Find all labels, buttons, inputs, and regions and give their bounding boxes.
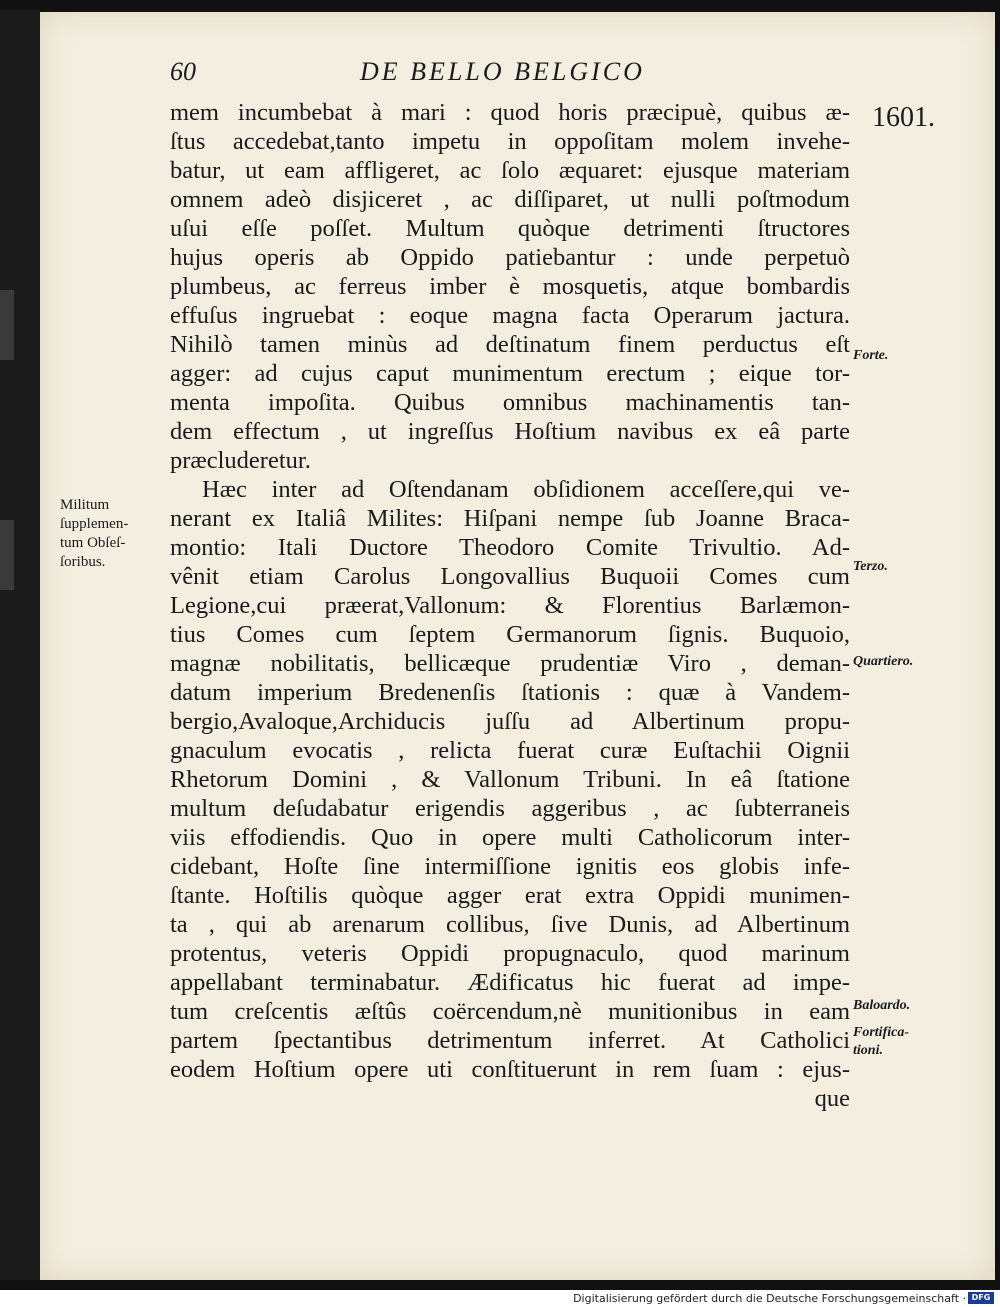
margin-note-fortificationi-1: Fortifica- (853, 1025, 909, 1040)
text-line: tum creſcentis æſtûs coërcendum,nè munitionibus in eam (170, 998, 850, 1025)
text-line: appellabant terminabatur. Ædificatus hic fuerat ad impe- (170, 969, 850, 996)
text-line: Hæc inter ad Oſtendanam obſidionem acceſſere,qui ve- (202, 476, 850, 503)
body-text (170, 98, 850, 1113)
text-line: magnæ nobilitatis, bellicæque prudentiæ Viro , deman- (170, 650, 850, 677)
text-line: vênit etiam Carolus Longovallius Buquoii Comes cum (170, 563, 850, 590)
text-line: omnem adeò disjiceret , ac diſſiparet, ut nulli poſtmodum (170, 186, 850, 213)
book-edge-strip (0, 290, 14, 360)
text-line: ſtante. Hoſtilis quòque agger erat extra Oppidi munimen- (170, 882, 850, 909)
text-line: uſui eſſe poſſet. Multum quòque detrimenti ſtructores (170, 215, 850, 242)
margin-note-baloardo: Baloardo. (853, 998, 911, 1013)
margin-note-line: tum Obſeſ- (60, 535, 126, 551)
text-line: dem effectum , ut ingreſſus Hoſtium navibus ex eâ parte (170, 418, 850, 445)
text-line: Rhetorum Domini , & Vallonum Tribuni. In eâ ſtatione (170, 766, 850, 793)
dfg-logo: DFG (968, 1292, 994, 1304)
text-line: multum deſudabatur erigendis aggeribus , ac ſubterraneis (170, 795, 850, 822)
text-line: nerant ex Italiâ Milites: Hiſpani nempe ſub Joanne Braca- (170, 505, 850, 532)
page-number: 60 (170, 57, 196, 86)
text-line: eodem Hoſtium opere uti conſtituerunt in rem ſuam : ejus- (170, 1056, 850, 1083)
margin-note-militum (60, 496, 170, 572)
margin-note-forte: Forte. (853, 348, 889, 363)
text-line: Legione,cui præerat,Vallonum: & Florentius Barlæmon- (170, 592, 850, 619)
text-line: cidebant, Hoſte ſine intermiſſione ignitis eos globis infe- (170, 853, 850, 880)
book-edge (0, 10, 40, 1280)
margin-note-line: ſoribus. (60, 554, 106, 570)
text-line: batur, ut eam affligeret, ac ſolo æquaret: ejusque materiam (170, 157, 850, 184)
text-line: menta impoſita. Quibus omnibus machinamentis tan- (170, 389, 850, 416)
text-line: mem incumbebat à mari : quod horis præcipuè, quibus æ- (170, 99, 850, 126)
book-page (40, 12, 995, 1280)
digitization-credit: Digitalisierung gefördert durch die Deutsche Forschungsgemeinschaft · (573, 1292, 966, 1305)
margin-note-fortificationi-2: tioni. (853, 1043, 883, 1058)
text-line: ſtus accedebat,tanto impetu in oppoſitam molem invehe- (170, 128, 850, 155)
text-line: viis effodiendis. Quo in opere multi Catholicorum inter- (170, 824, 850, 851)
text-line: præcluderetur. (170, 447, 311, 474)
running-title: DE BELLO BELGICO (360, 57, 645, 86)
text-line: agger: ad cujus caput munimentum erectum ; eique tor- (170, 360, 850, 387)
text-line: protentus, veteris Oppidi propugnaculo, quod marinum (170, 940, 850, 967)
book-edge-strip (0, 520, 14, 590)
running-head (170, 57, 700, 91)
text-line: hujus operis ab Oppido patiebantur : unde perpetuò (170, 244, 850, 271)
text-line: ta , qui ab arenarum collibus, ſive Dunis, ad Albertinum (170, 911, 850, 938)
text-line: datum imperium Bredenenſis ſtationis : quæ à Vandem- (170, 679, 850, 706)
text-line: partem ſpectantibus detrimentum inferret. At Catholici (170, 1027, 850, 1054)
text-line: plumbeus, ac ferreus imber è mosquetis, atque bombardis (170, 273, 850, 300)
text-line: tius Comes cum ſeptem Germanorum ſignis. Buquoio, (170, 621, 850, 648)
text-line: Nihilò tamen minùs ad deſtinatum finem perductus eſt (170, 331, 850, 358)
year-marginal: 1601. (872, 102, 935, 133)
margin-note-line: Militum (60, 497, 110, 513)
text-line: effuſus ingruebat : eoque magna facta Operarum jactura. (170, 302, 850, 329)
text-line: gnaculum evocatis , relicta fuerat curæ Euſtachii Oignii (170, 737, 850, 764)
text-line: que (814, 1085, 850, 1112)
text-line: bergio,Avaloque,Archiducis juſſu ad Albertinum propu- (170, 708, 850, 735)
margin-note-quartiero: Quartiero. (853, 654, 914, 669)
text-line: montio: Itali Ductore Theodoro Comite Trivultio. Ad- (170, 534, 850, 561)
margin-note-line: ſupplemen- (60, 516, 129, 532)
margin-note-terzo: Terzo. (853, 559, 888, 574)
